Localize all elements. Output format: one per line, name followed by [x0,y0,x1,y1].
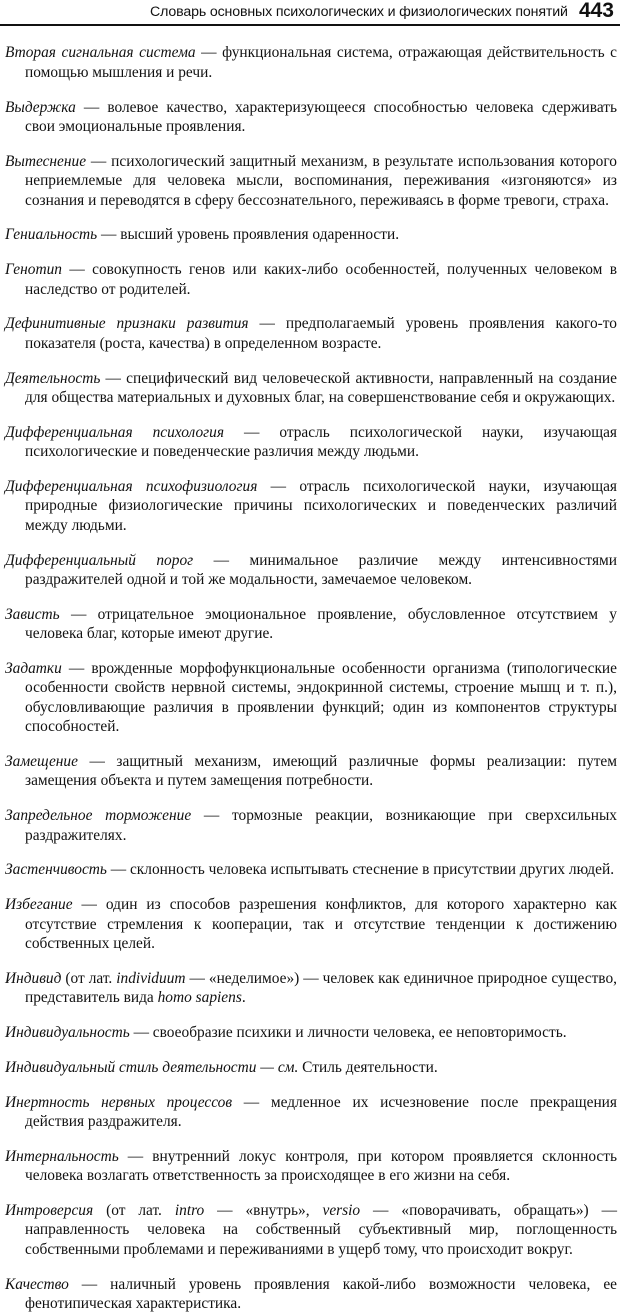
entry-definition: — психологический защитный механизм, в результате использования которого неприемлемые для человека мысли, воспоминания, переживания «изгоняются» из сознания и переводятся в сферу бессознательного, переживаясь в форме тревоги, страха. [25,152,617,209]
definition-text: (от лат. [61,969,117,987]
entry-term: Индивидуальный стиль деятельности — см. [5,1058,299,1076]
glossary-entry [5,895,617,953]
glossary-entry [5,260,617,299]
glossary-entry [5,225,617,244]
entry-term: Дифференциальная психофизиология [5,478,258,496]
header-title: Словарь основных психологических и физиологических понятий [150,4,568,20]
glossary-entry [5,423,617,462]
entry-definition: — один из способов разрешения конфликтов, для которого характерно как отсутствие стремления к кооперации, так и отсутствие тенденции к достижению собственных целей. [25,896,617,953]
glossary-entry [5,477,617,535]
entry-definition: — отрасль психологической науки, изучающая природные физиологические причины психологических и поведенческих различий между людьми. [25,478,617,534]
entry-definition: — отрасль психологической науки, изучающая психологические и поведенческие различия между людьми. [25,423,617,461]
entry-definition: — защитный механизм, имеющий различные формы реализации: путем замещения объекта и путем замещения потребности. [25,753,617,790]
glossary-entry [5,659,617,737]
entry-term: Застенчивость [5,861,107,879]
entry-definition: — совокупность генов или каких-либо особенностей, полученных человеком в наследство от родителей. [25,261,617,298]
entry-term: Качество [5,1275,69,1293]
entry-term: Зависть [5,605,60,623]
entry-term: Индивид [5,969,62,987]
glossary-entry [5,98,617,137]
entry-definition: Стиль деятельности. [298,1058,438,1076]
entry-term: Деятельность [5,369,101,387]
entry-term: Дефинитивные признаки развития [5,315,249,333]
entry-term: Генотип [5,261,62,279]
latin-word: versio [322,1202,361,1220]
entry-definition: — своеобразие психики и личности человека, ее неповторимость. [129,1024,567,1042]
glossary-entry [5,369,617,408]
entry-term: Индивидуальность [5,1024,130,1042]
glossary-entry [5,806,617,845]
entry-definition: — врожденные морфофункциональные особенности организма (типологические особенности свойств нервной системы, эндокринной системы, строение мышц и т. п.), обусловливающие различия в проявлении функций; один из компонентов структуры способностей. [25,660,617,736]
entry-definition: — функциональная система, отражающая действительность с помощью мышления и речи. [25,44,617,81]
entry-definition [25,970,617,1006]
entry-term: Дифференциальная психология [5,423,225,441]
definition-text: — «поворачивать, обращать») — направленность человека на собственный субъективный мир, поглощенность собственными проблемами и переживаниями в ущерб тому, что происходит вокруг. [25,1202,617,1258]
glossary-entry [5,752,617,791]
entry-term: Инертность нервных процессов [5,1093,233,1111]
definition-text: — «внутрь», [204,1202,323,1220]
glossary-entry [5,43,617,82]
glossary-entry [5,1023,617,1042]
entry-term: Вытеснение [5,152,87,170]
entry-definition: — медленное их исчезновение после прекращения действия раздражителя. [25,1093,618,1131]
latin-word: intro [174,1202,205,1220]
glossary-entry [5,605,617,644]
entry-term: Задатки [5,660,62,678]
glossary-entry [5,1058,617,1077]
entry-term: Интернальность [5,1147,119,1165]
glossary-entry [5,1201,617,1259]
glossary-entry [5,1147,617,1186]
entry-term: Интроверсия [5,1202,94,1220]
entry-term: Дифференциальный порог [5,551,194,569]
entry-definition: — отрицательное эмоциональное проявление, обусловленное отсутствием у человека благ, которые имеют другие. [25,605,617,643]
entry-definition: — минимальное различие между интенсивностями раздражителей одной и той же модальности, замечаемое человеком. [25,551,617,589]
glossary-entry [5,1275,617,1314]
page-number: 443 [578,0,614,22]
running-header [0,0,620,26]
latin-word: individuum [116,969,186,987]
glossary-entry [5,860,617,879]
latin-term: homo sapiens [157,989,242,1007]
glossary-entry [5,551,617,590]
entry-term: Запредельное торможение [5,807,192,825]
entry-definition: — предполагаемый уровень проявления какого-то показателя (роста, качества) в определенном возрасте. [25,315,617,352]
entry-term: Гениальность [5,226,98,244]
glossary-entry [5,152,617,210]
entry-definition: — высший уровень проявления одаренности. [97,226,400,244]
glossary-entry [5,1093,617,1132]
glossary-entry [5,314,617,353]
definition-text: (от лат. [93,1202,175,1220]
entry-definition: — внутренний локус контроля, при котором проявляется склонность человека возлагать ответственность за происходящее в его жизни на себя. [25,1147,617,1185]
glossary-entry [5,969,617,1008]
entry-term: Вторая сигнальная система [5,44,196,62]
definition-text: . [241,989,246,1007]
entry-definition: — наличный уровень проявления какой-либо возможности человека, ее фенотипическая характеристика. [25,1275,617,1313]
entry-definition: — склонность человека испытывать стеснение в присутствии других людей. [106,861,615,879]
entry-definition: — волевое качество, характеризующееся способностью человека сдерживать свои эмоциональные проявления. [25,98,617,135]
glossary-entries [5,28,617,1315]
entry-definition: — тормозные реакции, возникающие при сверхсильных раздражителях. [25,807,617,844]
entry-term: Замещение [5,753,78,771]
entry-term: Избегание [5,896,73,914]
entry-definition: — специфический вид человеческой активности, направленный на создание для общества материальных и духовных благ, на совершенствование себя и окружающих. [25,369,617,407]
entry-term: Выдержка [5,98,76,116]
entry-definition [25,1202,617,1258]
definition-text: — «неделимое») — человек как единичное природное существо, представитель вида [25,969,617,1007]
